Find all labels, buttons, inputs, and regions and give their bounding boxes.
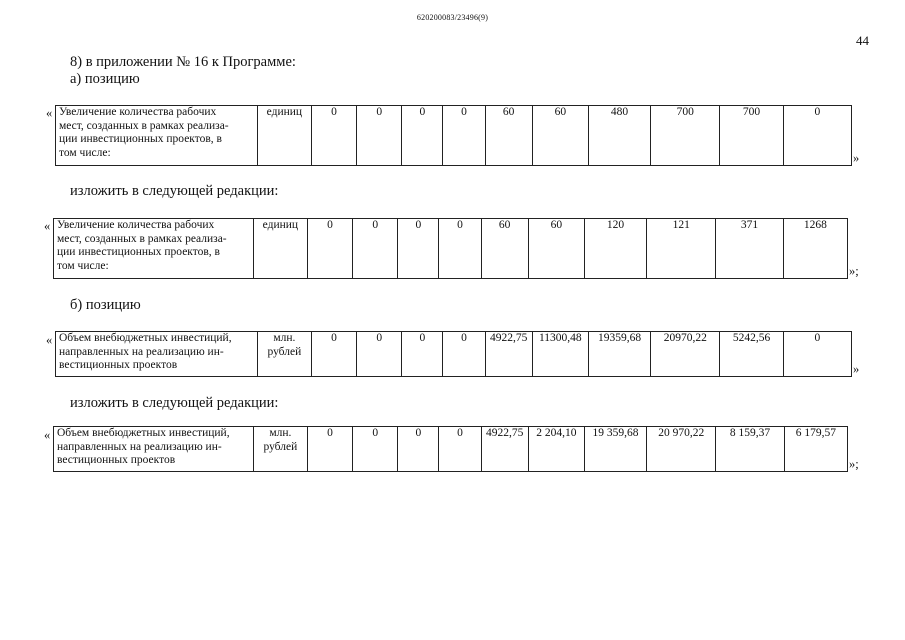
value-cell: 2 204,10 — [528, 427, 584, 472]
position-table-old-jobs — [55, 105, 852, 166]
position-table-old-investments — [55, 331, 852, 377]
unit-cell — [257, 332, 311, 377]
value-cell: 0 — [398, 219, 439, 279]
indicator-name-line: ции инвестиционных проектов, в — [57, 246, 220, 259]
indicator-name-line: Объем внебюджетных инвестиций, — [59, 332, 232, 344]
value-cell: 0 — [783, 106, 851, 166]
value-cell: 20 970,22 — [647, 427, 716, 472]
indicator-name-line: мест, созданных в рамках реализа- — [59, 119, 229, 132]
open-quote: « — [44, 219, 51, 233]
indicator-name-line: Объем внебюджетных инвестиций, — [57, 427, 230, 439]
paragraph-item-8: 8) в приложении № 16 к Программе: — [70, 54, 296, 70]
value-cell: 5242,56 — [720, 332, 783, 377]
unit-line: млн. — [273, 332, 296, 344]
value-cell: 1268 — [783, 219, 847, 279]
value-cell: 0 — [311, 106, 356, 166]
value-cell: 0 — [402, 106, 443, 166]
indicator-name-line: мест, созданных в рамках реализа- — [57, 232, 227, 245]
unit-cell — [253, 427, 307, 472]
value-cell: 0 — [402, 332, 443, 377]
close-quote: » — [853, 362, 860, 376]
unit-line: рублей — [267, 345, 302, 358]
value-cell: 8 159,37 — [716, 427, 784, 472]
indicator-name-line: ции инвестиционных проектов, в — [59, 133, 222, 146]
value-cell: 0 — [783, 332, 851, 377]
position-table-new-investments — [53, 426, 848, 472]
indicator-name-line: вестиционных проектов — [57, 454, 176, 467]
unit-cell — [253, 219, 307, 279]
value-cell: 371 — [716, 219, 783, 279]
indicator-name-line: том числе: — [57, 259, 109, 272]
value-cell: 480 — [588, 106, 650, 166]
value-cell: 700 — [720, 106, 783, 166]
paragraph-edit-1: изложить в следующей редакции: — [70, 183, 279, 199]
value-cell: 19359,68 — [588, 332, 650, 377]
indicator-name-line: том числе: — [59, 146, 111, 159]
value-cell: 4922,75 — [485, 332, 532, 377]
indicator-name-cell — [54, 219, 254, 279]
value-cell: 20970,22 — [651, 332, 720, 377]
unit-line: единиц — [266, 106, 303, 118]
close-quote-semicolon: »; — [849, 457, 859, 471]
value-cell: 0 — [439, 219, 481, 279]
close-quote-semicolon: »; — [849, 264, 859, 278]
value-cell: 121 — [647, 219, 716, 279]
document-id: 620200083/23496(9) — [416, 13, 489, 22]
indicator-name-line: Увеличение количества рабочих — [59, 106, 217, 118]
value-cell: 0 — [357, 332, 402, 377]
indicator-name-line: направленных на реализацию ин- — [57, 440, 222, 453]
value-cell: 0 — [311, 332, 356, 377]
value-cell: 19 359,68 — [584, 427, 646, 472]
value-cell: 0 — [353, 427, 398, 472]
value-cell: 4922,75 — [481, 427, 528, 472]
value-cell: 60 — [528, 219, 584, 279]
value-cell: 60 — [532, 106, 588, 166]
value-cell: 0 — [439, 427, 481, 472]
paragraph-edit-2: изложить в следующей редакции: — [70, 395, 279, 411]
indicator-name-cell — [54, 427, 254, 472]
value-cell: 0 — [307, 427, 352, 472]
indicator-name-line: направленных на реализацию ин- — [59, 345, 224, 358]
value-cell: 0 — [398, 427, 439, 472]
unit-line: единиц — [262, 219, 299, 231]
indicator-name-line: вестиционных проектов — [59, 359, 178, 372]
value-cell: 0 — [443, 332, 485, 377]
close-quote: » — [853, 151, 860, 165]
unit-line: рублей — [263, 440, 298, 453]
value-cell: 11300,48 — [532, 332, 588, 377]
open-quote: « — [46, 106, 53, 120]
paragraph-item-a: а) позицию — [70, 71, 140, 87]
table-row — [56, 332, 852, 377]
value-cell: 60 — [485, 106, 532, 166]
unit-cell — [257, 106, 311, 166]
value-cell: 0 — [307, 219, 352, 279]
value-cell: 0 — [443, 106, 485, 166]
position-table-new-jobs — [53, 218, 848, 279]
value-cell: 700 — [651, 106, 720, 166]
indicator-name-cell — [56, 332, 258, 377]
value-cell: 120 — [584, 219, 646, 279]
value-cell: 6 179,57 — [784, 427, 847, 472]
indicator-name-line: Увеличение количества рабочих — [57, 219, 215, 231]
indicator-name-cell — [56, 106, 258, 166]
unit-line: млн. — [269, 427, 292, 439]
open-quote: « — [46, 333, 53, 347]
table-row — [54, 219, 848, 279]
open-quote: « — [44, 428, 51, 442]
paragraph-item-b: б) позицию — [70, 297, 141, 313]
value-cell: 60 — [481, 219, 528, 279]
value-cell: 0 — [357, 106, 402, 166]
value-cell: 0 — [353, 219, 398, 279]
table-row — [54, 427, 848, 472]
table-row — [56, 106, 852, 166]
page-number: 44 — [856, 33, 869, 48]
